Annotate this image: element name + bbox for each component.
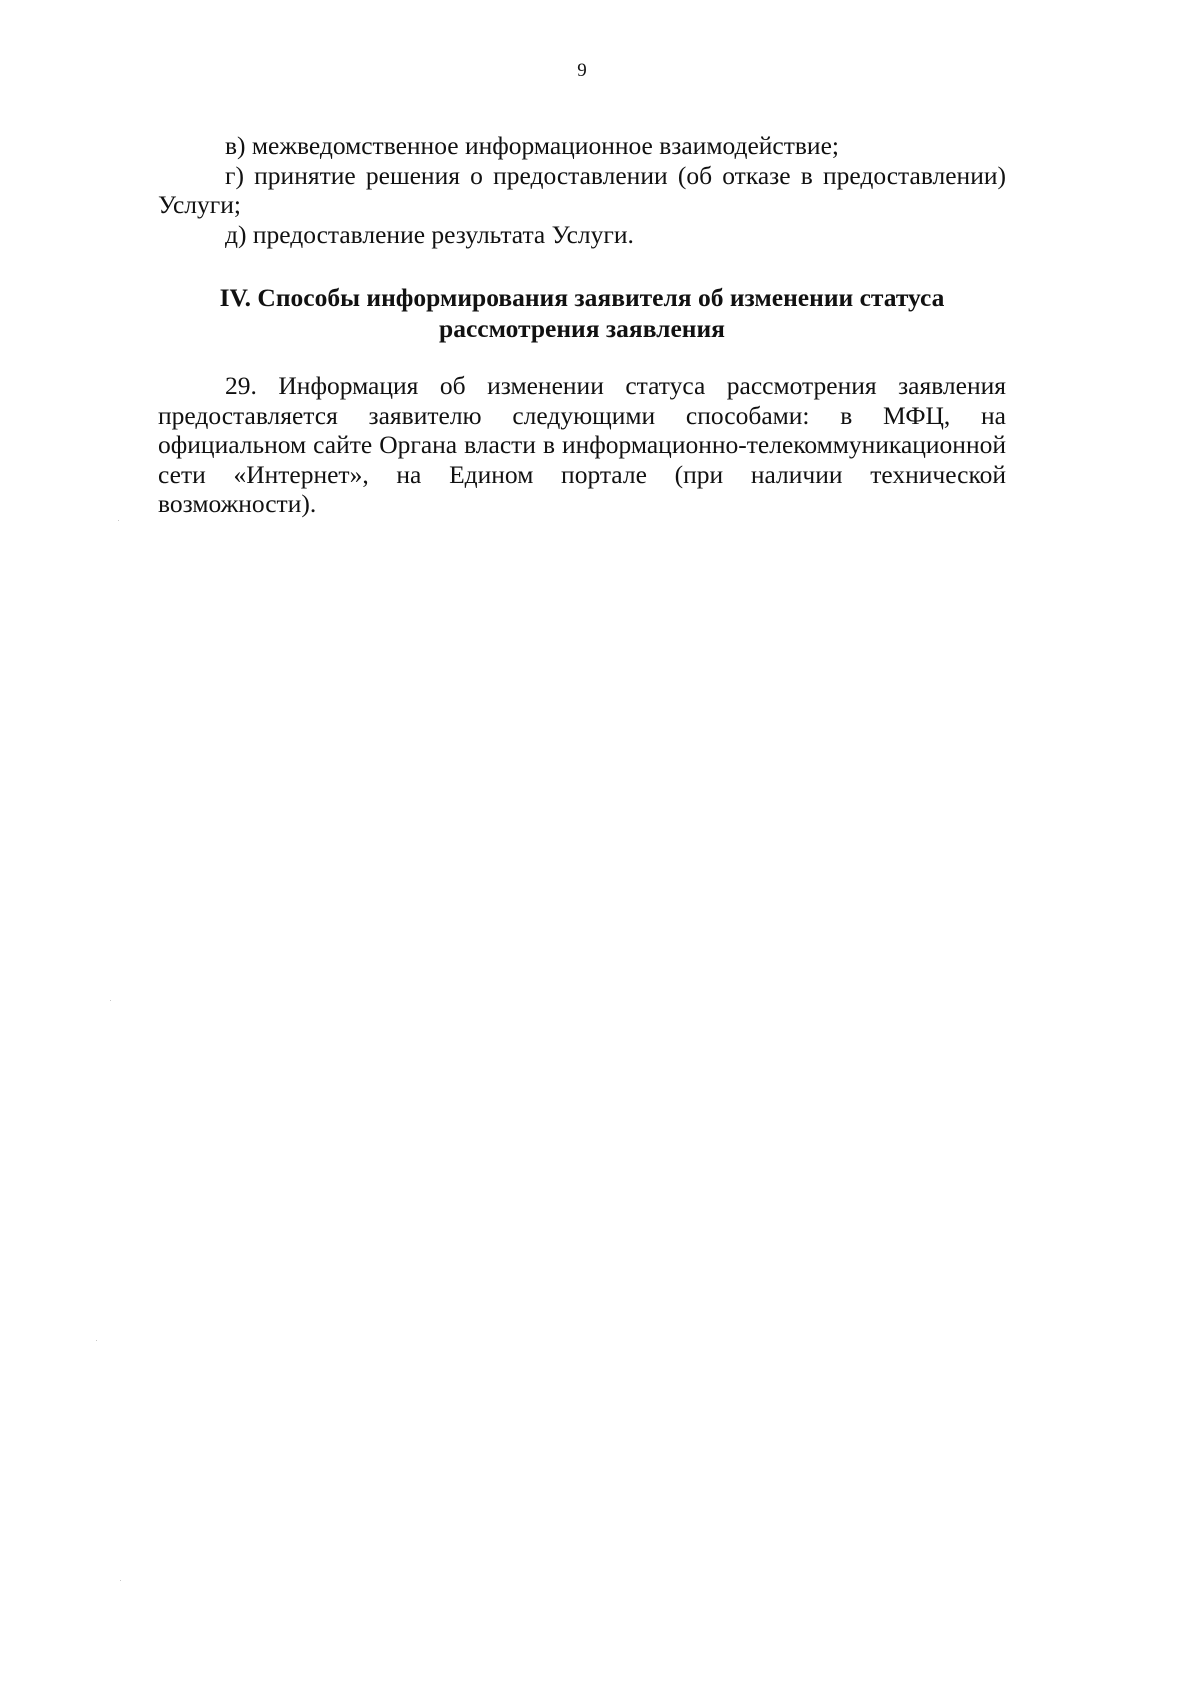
page-number: 9 [577,60,587,81]
section-heading-line-1: IV. Способы информирования заявителя об изменении статуса [219,283,945,312]
section-body [158,371,1006,519]
scan-artifact [118,520,119,521]
scan-artifact [110,1000,111,1001]
paragraph-29: 29. Информация об изменении статуса рассмотрения заявления предоставляется заявителю следующими способами: в МФЦ, на официальном сайте Органа власти в информационно-телекоммуникационной сети «Интернет», на Едином портале (при наличии технической возможности). [158,371,1006,518]
scan-artifact [96,1340,97,1341]
list-item-d: д) предоставление результата Услуги. [225,219,634,249]
list-item-v: в) межведомственное информационное взаимодействие; [225,131,839,160]
procedure-list [158,131,1006,249]
list-item-g: г) принятие решения о предоставлении (об отказе в предоставлении) Услуги; [158,160,1006,219]
section-heading-line-2: рассмотрения заявления [439,314,725,343]
scan-artifact [120,1580,121,1581]
section-heading [158,282,1006,344]
